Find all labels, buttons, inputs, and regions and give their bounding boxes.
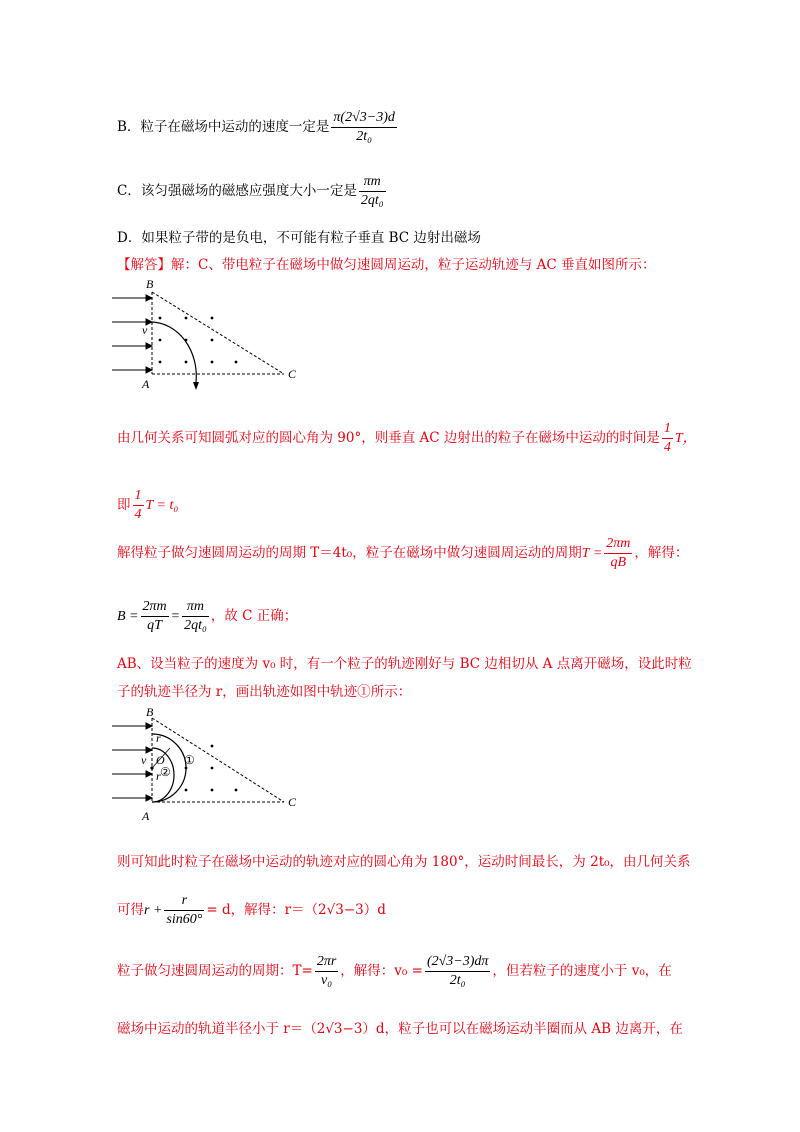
answer-line-8 xyxy=(117,893,386,928)
edge-bc xyxy=(152,718,284,802)
line4-frac1-num: 2πm xyxy=(141,599,169,617)
option-c-denominator: 2qt₀ xyxy=(360,193,384,208)
line9-frac1-den: v₀ xyxy=(321,973,333,988)
line4-fraction-2 xyxy=(182,599,209,634)
line4-frac1-den: qT xyxy=(147,618,162,633)
fig1-label-c: C xyxy=(288,367,297,381)
line4-lhs: B = xyxy=(117,609,139,624)
answer-line-2 xyxy=(117,488,178,523)
answer-line-3 xyxy=(117,536,688,571)
line1-frac-num: 1 xyxy=(662,421,673,439)
line4-frac2-den: 2qt₀ xyxy=(184,618,207,633)
line9-frac2-den: 2t₀ xyxy=(449,973,466,988)
trajectory-arrowhead xyxy=(193,382,199,390)
line7-text: 则可知此时粒子在磁场中运动的轨迹对应的圆心角为 180°，运动时间最长，为 2t₀，由几何关系 xyxy=(117,854,691,870)
line8-frac-den: sin60° xyxy=(166,912,203,927)
line8-prefix: 可得 xyxy=(117,902,144,918)
trajectory xyxy=(152,322,196,382)
line9-tail: ，但若粒子的速度小于 v₀，在 xyxy=(492,963,672,979)
line1-tail: T， xyxy=(674,431,697,446)
line2-tail: T = t₀ xyxy=(145,498,179,513)
line2-prefix: 即 xyxy=(117,497,131,513)
trajectory-2-label: ② xyxy=(160,765,171,779)
figure-1-diagram xyxy=(112,276,302,396)
answer-line-5 xyxy=(117,652,692,672)
fig1-label-v: v xyxy=(142,323,148,337)
answer-intro-text: 解：C、带电粒子在磁场中做匀速圆周运动，粒子运动轨迹与 AC 垂直如图所示： xyxy=(171,257,656,273)
line3-fraction xyxy=(604,536,632,571)
fig2-label-c: C xyxy=(288,795,297,809)
field-dots xyxy=(185,745,238,792)
option-c-fraction xyxy=(359,174,386,209)
line4-tail: ，故 C 正确； xyxy=(210,608,298,624)
fig2-label-r1: r xyxy=(156,731,161,745)
line8-frac-num: r xyxy=(164,893,204,911)
line5-text: AB、设当粒子的速度为 v₀ 时，有一个粒子的轨迹刚好与 BC 边相切从 A 点离开磁场，设此时粒 xyxy=(117,656,692,672)
fig2-label-o: O xyxy=(156,753,165,767)
line9-frac1-num: 2πr xyxy=(315,954,338,972)
option-b-denominator: 2t₀ xyxy=(356,129,373,144)
option-d-text: D．如果粒子带的是负电，不可能有粒子垂直 BC 边射出磁场 xyxy=(117,230,481,246)
line3-frac-num: 2πm xyxy=(604,536,632,554)
line9-prefix: 粒子做匀速圆周运动的周期：T= xyxy=(117,963,313,979)
option-c-text: C．该匀强磁场的磁感应强度大小一定是 xyxy=(117,183,357,199)
center-o xyxy=(150,766,153,769)
option-b-fraction xyxy=(331,110,396,145)
line3-tail: ，解得： xyxy=(634,545,689,561)
fig2-label-b: B xyxy=(146,705,154,719)
figure-2-diagram xyxy=(112,704,312,826)
line3-text: 解得粒子做匀速圆周运动的周期 T＝4t₀，粒子在磁场中做匀速圆周运动的周期 xyxy=(117,545,582,561)
line9-fraction-2 xyxy=(425,954,490,989)
fig1-label-a: A xyxy=(142,377,150,391)
line1-text: 由几何关系可知圆弧对应的圆心角为 90°，则垂直 AC 边射出的粒子在磁场中运动的时间是 xyxy=(117,430,660,446)
answer-line-6 xyxy=(117,680,411,700)
answer-line-4 xyxy=(117,599,297,634)
line9-fraction-1 xyxy=(315,954,338,989)
line3-frac-den: qB xyxy=(610,555,627,570)
line9-middle: ，解得：v₀ = xyxy=(340,963,423,979)
line4-equals: = xyxy=(170,609,181,624)
answer-line-1 xyxy=(117,421,697,456)
answer-line-9 xyxy=(117,954,672,989)
line1-fraction xyxy=(662,421,673,456)
option-c xyxy=(117,174,388,209)
line8-rest: = d，解得：r＝（2√3−3）d xyxy=(206,902,386,918)
line2-frac-num: 1 xyxy=(133,488,144,506)
line4-fraction-1 xyxy=(141,599,169,634)
fig1-label-b: B xyxy=(146,277,154,291)
answer-intro xyxy=(117,253,656,273)
option-c-numerator: πm xyxy=(359,174,386,192)
option-b-text: B．粒子在磁场中运动的速度一定是 xyxy=(117,119,330,135)
line6-text: 子的轨迹半径为 r，画出轨迹如图中轨迹①所示： xyxy=(117,684,412,700)
answer-tag: 【解答】 xyxy=(117,257,171,273)
line8-lhs: r + xyxy=(144,903,163,918)
trajectory-1-label: ① xyxy=(184,753,195,767)
line3-lhs: T = xyxy=(581,546,603,561)
option-b-numerator: π(2√3−3)d xyxy=(331,110,396,128)
fig2-label-r2: r xyxy=(156,769,161,783)
line4-frac2-num: πm xyxy=(182,599,209,617)
line2-fraction xyxy=(133,488,144,523)
field-dots xyxy=(159,317,238,364)
line1-frac-den: 4 xyxy=(663,440,671,455)
fig2-label-a: A xyxy=(142,809,150,823)
line10-text: 磁场中运动的轨道半径小于 r＝（2√3−3）d，粒子也可以在磁场运动半圈而从 AB 边离开，在 xyxy=(117,1021,683,1037)
option-b xyxy=(117,110,399,145)
edge-bc xyxy=(152,292,284,374)
line2-frac-den: 4 xyxy=(134,507,142,522)
answer-line-10 xyxy=(117,1017,683,1037)
option-d xyxy=(117,226,481,246)
answer-line-7 xyxy=(117,850,691,870)
line9-frac2-num: (2√3−3)dπ xyxy=(425,954,490,972)
fig2-label-v: v xyxy=(141,753,147,767)
line8-fraction xyxy=(164,893,204,928)
